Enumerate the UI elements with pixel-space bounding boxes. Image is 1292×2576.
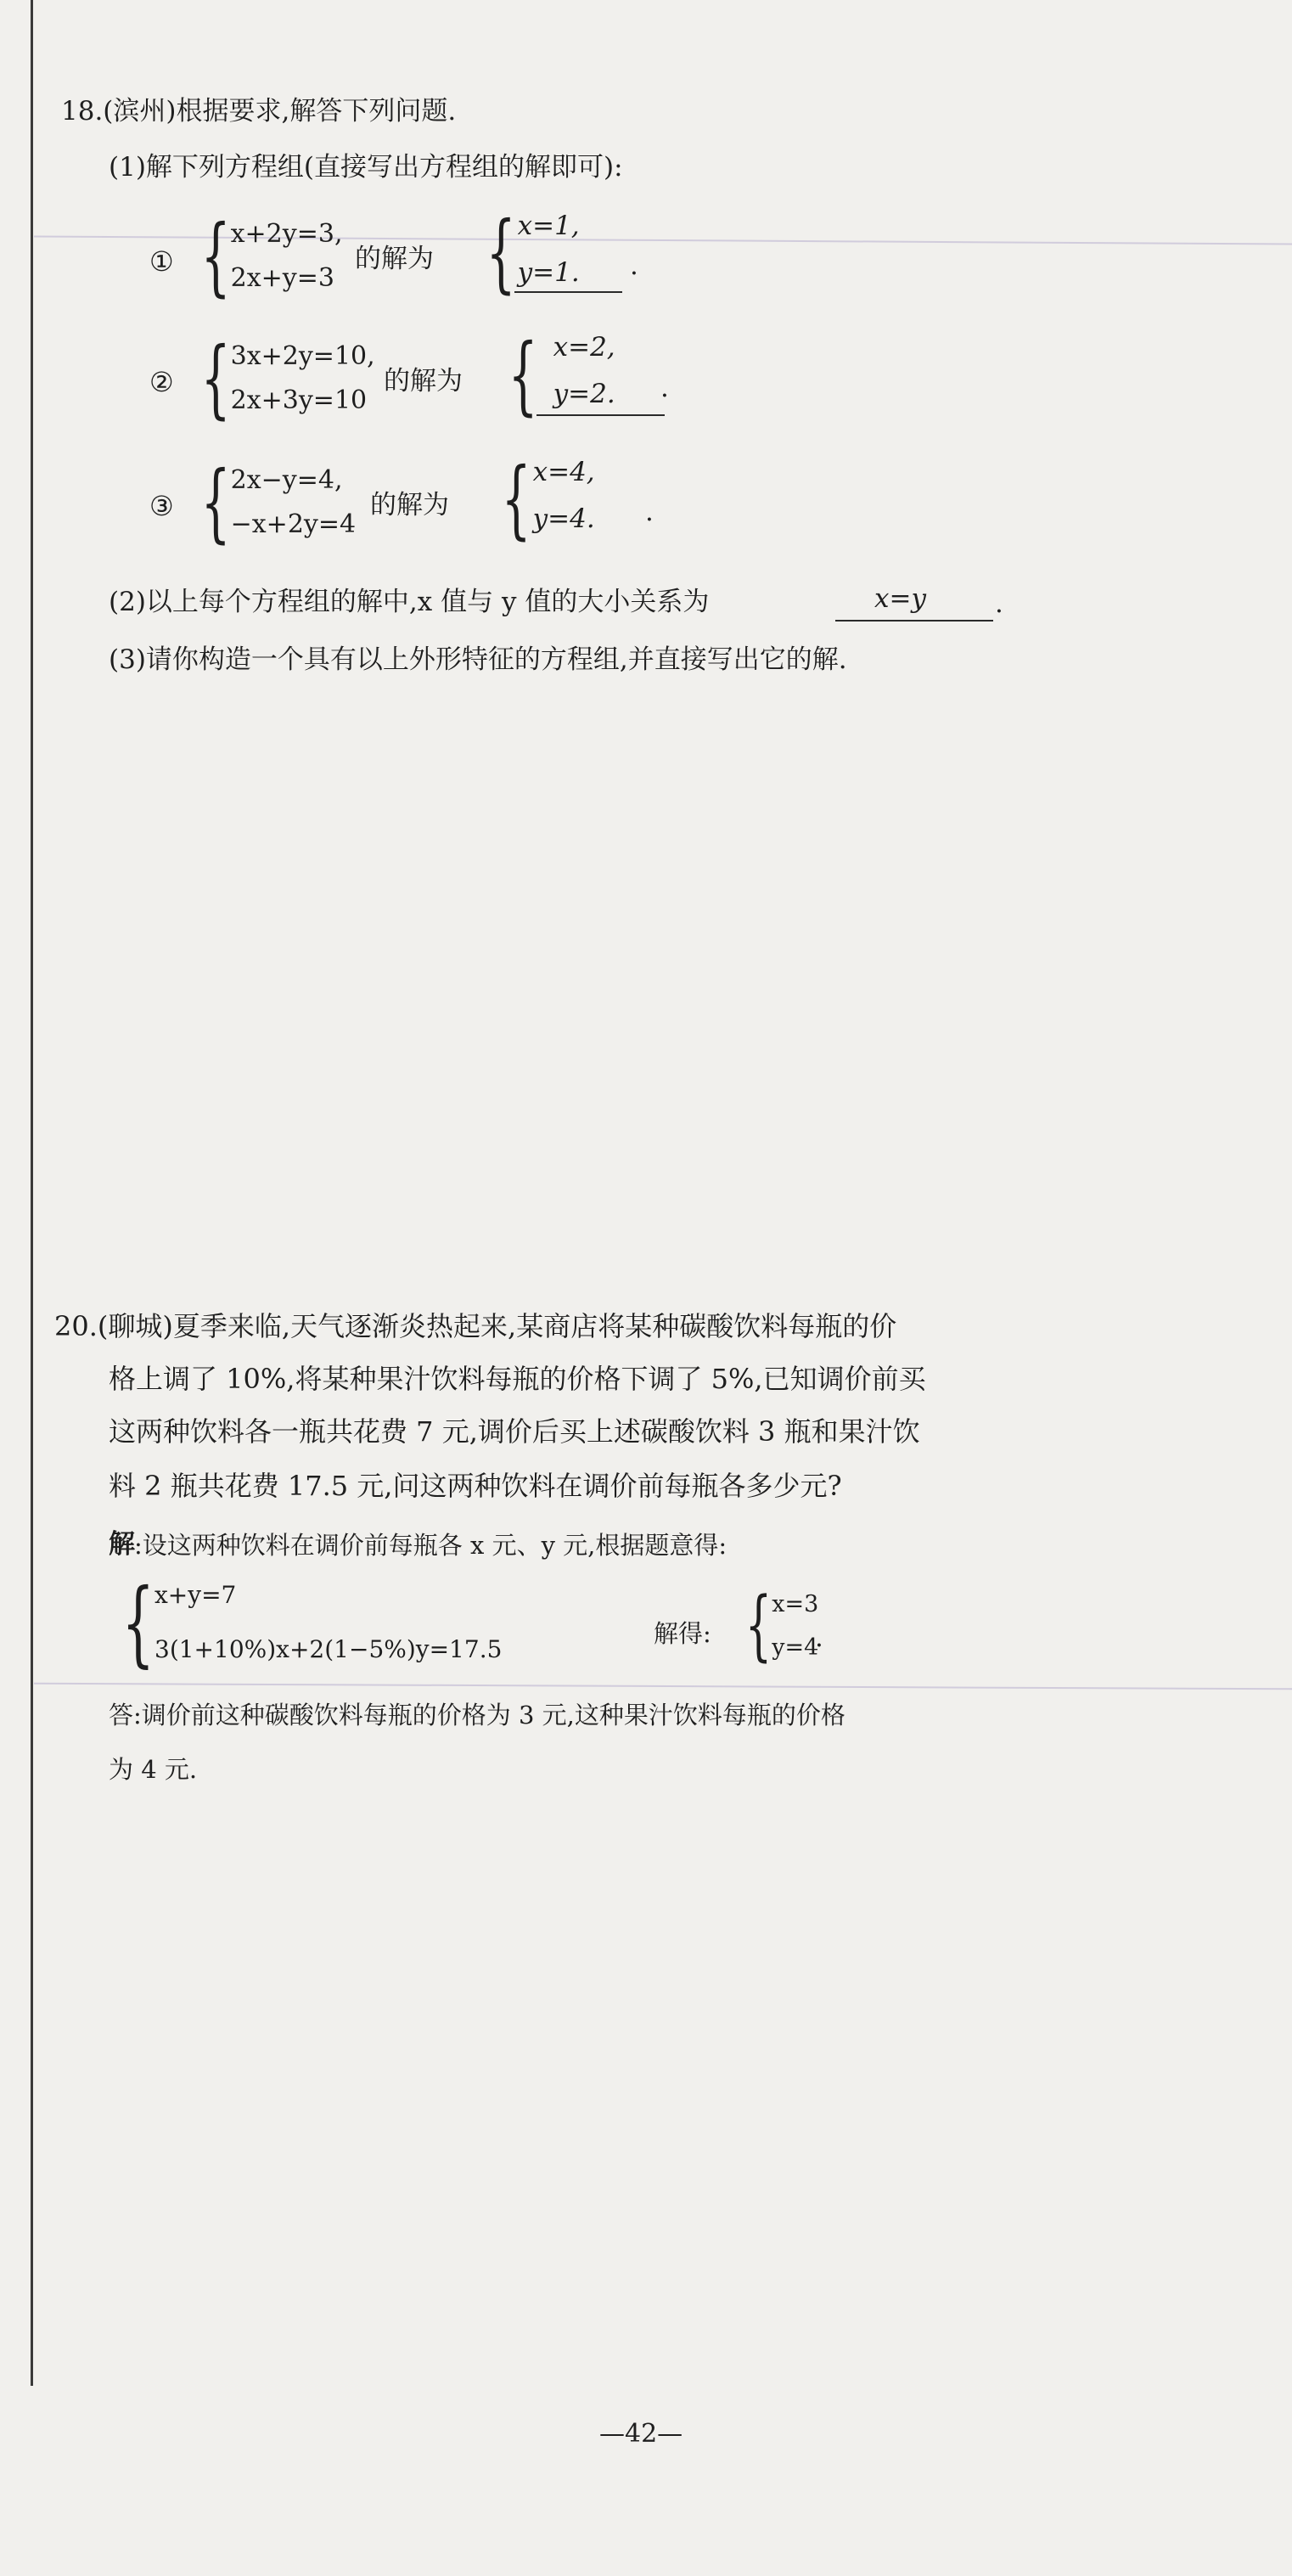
q20-res2: y=4 xyxy=(772,1634,819,1661)
left-brace: { xyxy=(744,1581,772,1670)
system-2-ans1: x=2, xyxy=(553,332,615,363)
left-brace: { xyxy=(508,325,538,425)
system-2-tail: . xyxy=(660,373,669,403)
q20-line3: 这两种饮料各一瓶共花费 7 元,调价后买上述碳酸饮料 3 瓶和果汁饮 xyxy=(109,1415,920,1448)
margin-line xyxy=(31,0,33,2386)
system-1-tail: . xyxy=(630,250,638,281)
system-1-answer xyxy=(462,203,622,302)
solution-text: :设这两种饮料在调价前每瓶各 x 元、y 元,根据题意得: xyxy=(134,1531,727,1560)
system-2-mid: 的解为 xyxy=(384,366,463,397)
guide-line xyxy=(34,1683,1292,1690)
page-number: —42— xyxy=(599,2419,683,2449)
system-3-eq1: 2x−y=4, xyxy=(230,465,343,495)
system-1-mid: 的解为 xyxy=(355,244,434,274)
system-3-equations xyxy=(177,453,357,552)
left-brace: { xyxy=(121,1568,154,1677)
q20-line4: 料 2 瓶共花费 17.5 元,问这两种饮料在调价前每瓶各多少元? xyxy=(109,1470,842,1502)
q18-part2-tail: . xyxy=(995,588,1003,619)
system-1-eq2: 2x+y=3 xyxy=(230,263,334,293)
q20-res1: x=3 xyxy=(772,1591,819,1617)
answer-line1: 答:调价前这种碳酸饮料每瓶的价格为 3 元,这种果汁饮料每瓶的价格 xyxy=(109,1701,845,1730)
system-2-equations xyxy=(177,329,375,428)
q18-part2-prompt: (2)以上每个方程组的解中,x 值与 y 值的大小关系为 xyxy=(109,587,710,617)
system-1-ans2: y=1. xyxy=(517,257,580,288)
result-label: 解得: xyxy=(654,1619,711,1648)
q20-system xyxy=(95,1568,503,1677)
system-1-marker: ① xyxy=(149,245,174,278)
q18-part1-prompt: (1)解下列方程组(直接写出方程组的解即可): xyxy=(109,152,623,183)
system-2-eq1: 3x+2y=10, xyxy=(230,341,375,371)
system-3-ans1: x=4, xyxy=(532,457,595,487)
system-3-tail: . xyxy=(645,497,654,527)
system-3-ans2: y=4. xyxy=(532,503,595,534)
system-2-eq2: 2x+3y=10 xyxy=(230,385,368,415)
q18-part3-prompt: (3)请你构造一个具有以上外形特征的方程组,并直接写出它的解. xyxy=(109,644,847,675)
system-1-equations xyxy=(177,206,343,306)
q20-res-tail: . xyxy=(815,1623,823,1653)
left-brace: { xyxy=(486,203,516,302)
solution-label: 解 xyxy=(109,1529,135,1560)
q20-line1: 20.(聊城)夏季来临,天气逐渐炎热起来,某商店将某种碳酸饮料每瓶的价 xyxy=(54,1310,897,1342)
part2-answer-underline xyxy=(835,620,993,622)
left-brace: { xyxy=(200,453,231,552)
system-1-ans1: x=1, xyxy=(517,211,580,241)
system-3-answer xyxy=(477,449,621,548)
system-3-mid: 的解为 xyxy=(370,490,449,520)
system-3-marker: ③ xyxy=(149,490,174,522)
system-2-answer xyxy=(484,325,665,425)
q18-title: 18.(滨州)根据要求,解答下列问题. xyxy=(61,96,457,127)
system-1-eq1: x+2y=3, xyxy=(230,219,343,249)
q20-result xyxy=(723,1581,819,1670)
system-2-marker: ② xyxy=(149,366,174,398)
system-3-eq2: −x+2y=4 xyxy=(230,509,357,539)
answer-line2: 为 4 元. xyxy=(109,1755,198,1784)
q18-part2-answer: x=y xyxy=(874,583,926,614)
left-brace: { xyxy=(501,449,531,548)
q20-eq2: 3(1+10%)x+2(1−5%)y=17.5 xyxy=(154,1635,503,1663)
system-2-ans2: y=2. xyxy=(553,379,615,409)
left-brace: { xyxy=(200,329,231,428)
left-brace: { xyxy=(200,206,231,306)
q20-eq1: x+y=7 xyxy=(154,1581,237,1609)
q20-line2: 格上调了 10%,将某种果汁饮料每瓶的价格下调了 5%,已知调价前买 xyxy=(109,1363,926,1395)
